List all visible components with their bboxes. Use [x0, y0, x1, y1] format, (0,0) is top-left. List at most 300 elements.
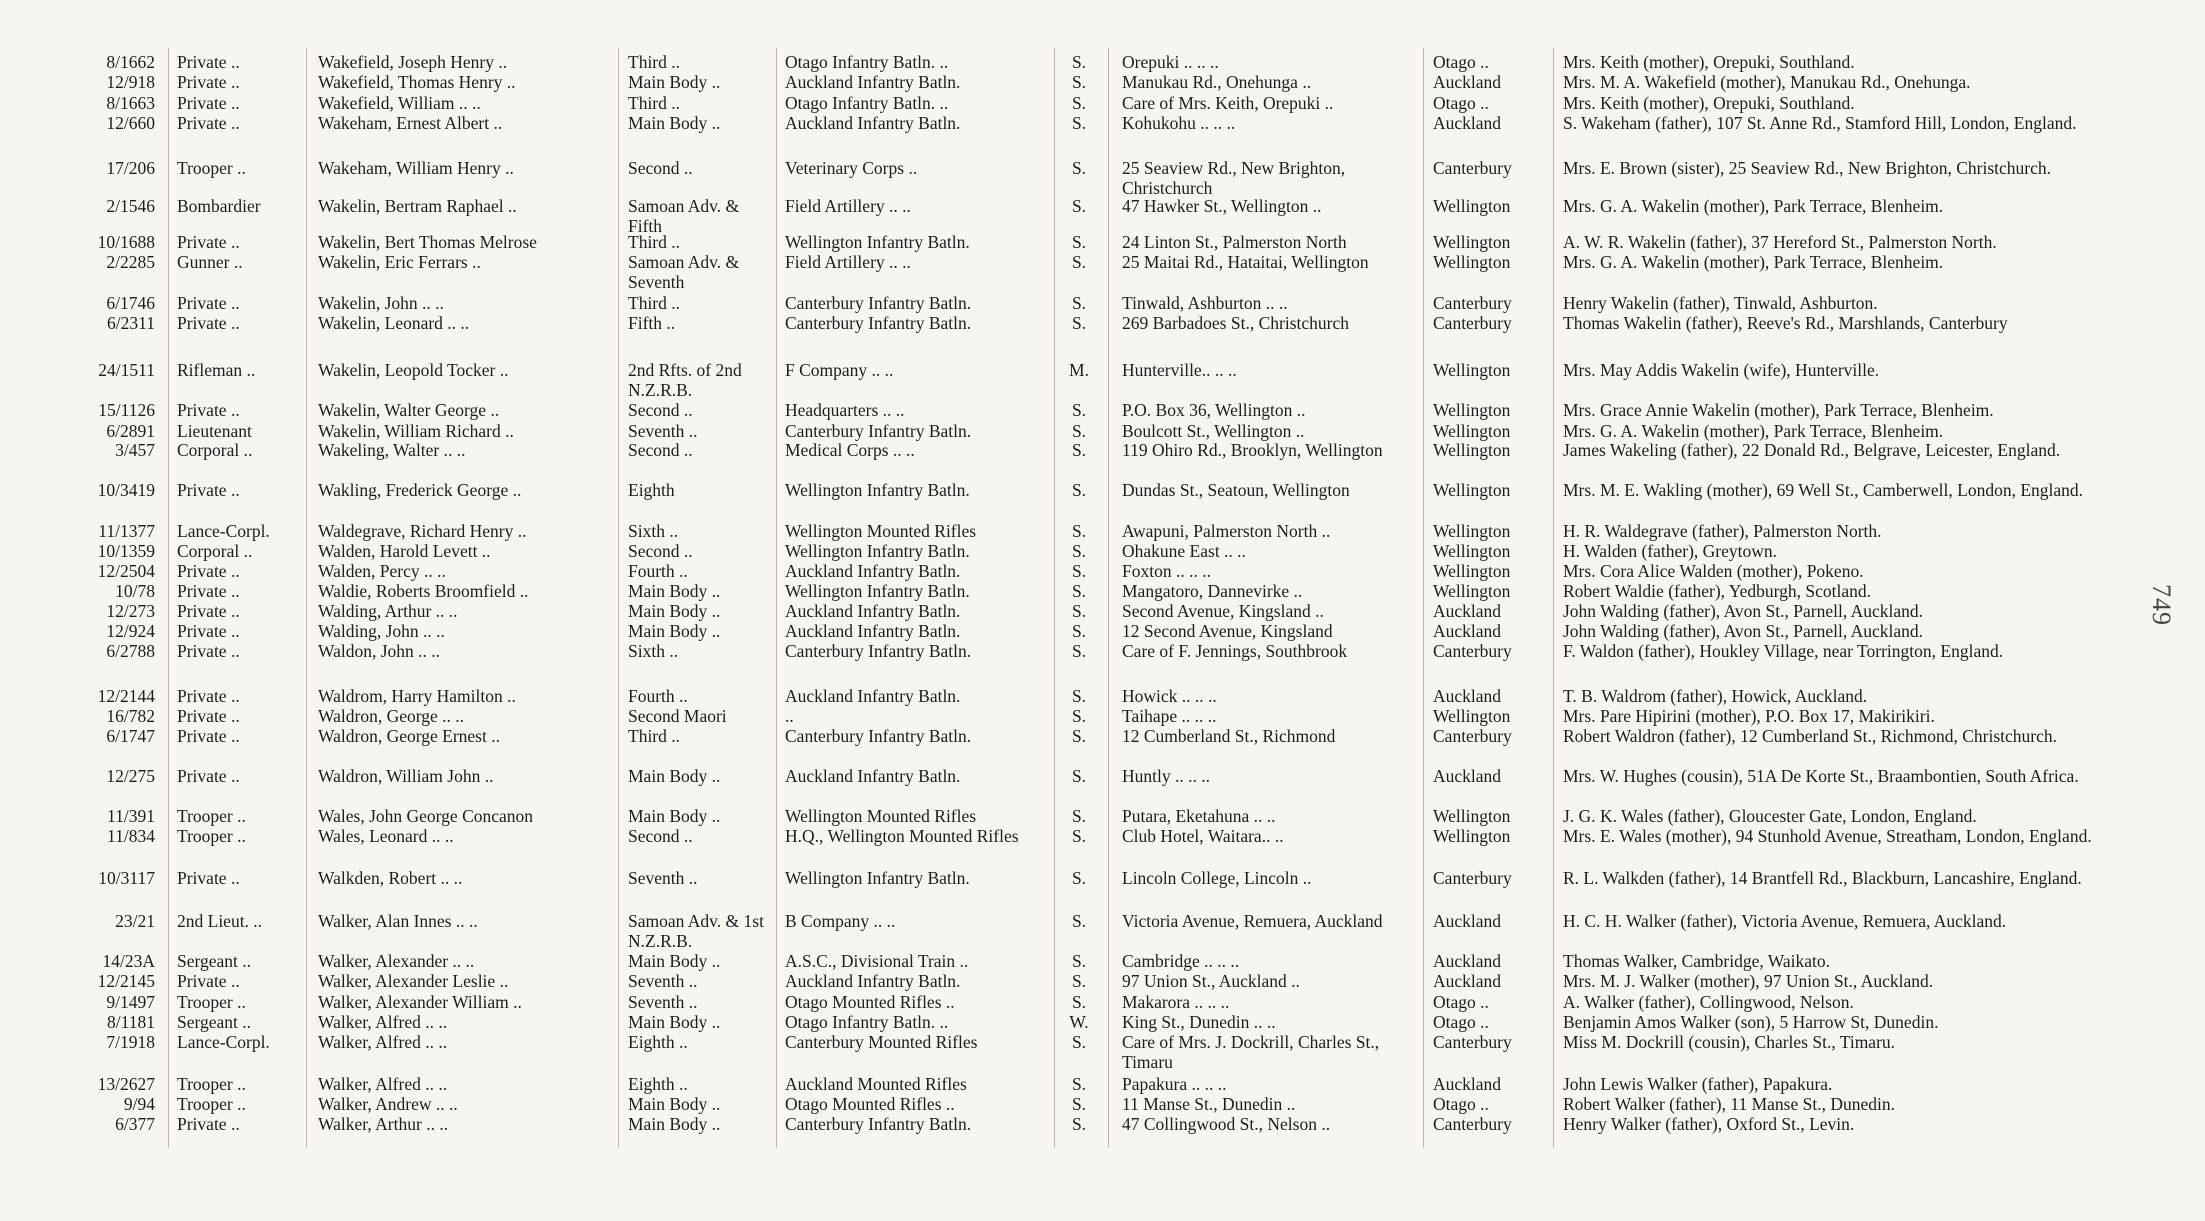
draft: Main Body ..: [628, 1012, 721, 1032]
service-number: 12/273: [106, 601, 155, 621]
marital-status: W.: [1069, 1012, 1089, 1032]
service-number: 3/457: [115, 440, 155, 460]
marital-status: S.: [1071, 313, 1087, 333]
draft: Eighth ..: [628, 1032, 688, 1052]
rank: Sergeant ..: [177, 1012, 252, 1032]
marital-status: S.: [1071, 601, 1087, 621]
rank: Rifleman ..: [177, 360, 256, 380]
next-of-kin: Mrs. E. Wales (mother), 94 Stunhold Avenue, Streatham, London, England.: [1563, 826, 2092, 846]
draft: Main Body ..: [628, 581, 721, 601]
soldier-name: Walker, Alfred .. ..: [318, 1032, 448, 1052]
rank: Lance-Corpl.: [177, 521, 270, 541]
district: Auckland: [1433, 1074, 1502, 1094]
draft: Samoan Adv. & Seventh: [628, 252, 740, 292]
address: Makarora .. .. ..: [1122, 992, 1230, 1012]
draft: Sixth ..: [628, 521, 679, 541]
draft: Main Body ..: [628, 1094, 721, 1114]
service-number: 6/1746: [106, 293, 155, 313]
district: Wellington: [1433, 706, 1511, 726]
address: Lincoln College, Lincoln ..: [1122, 868, 1312, 888]
draft: Main Body ..: [628, 113, 721, 133]
address: Tinwald, Ashburton .. ..: [1122, 293, 1288, 313]
address: Ohakune East .. ..: [1122, 541, 1246, 561]
address: Care of Mrs. Keith, Orepuki ..: [1122, 93, 1334, 113]
address: Papakura .. .. ..: [1122, 1074, 1227, 1094]
unit: Otago Mounted Rifles ..: [785, 1094, 955, 1114]
marital-status: S.: [1071, 196, 1087, 216]
district: Wellington: [1433, 400, 1511, 420]
next-of-kin: Henry Wakelin (father), Tinwald, Ashburton.: [1563, 293, 1878, 313]
district: Wellington: [1433, 480, 1511, 500]
next-of-kin: Mrs. Cora Alice Walden (mother), Pokeno.: [1563, 561, 1864, 581]
service-number: 13/2627: [97, 1074, 155, 1094]
next-of-kin: S. Wakeham (father), 107 St. Anne Rd., Stamford Hill, London, England.: [1563, 113, 2077, 133]
soldier-name: Waldie, Roberts Broomfield ..: [318, 581, 529, 601]
service-number: 8/1663: [106, 93, 155, 113]
service-number: 10/3117: [98, 868, 155, 888]
service-number: 10/1688: [97, 232, 155, 252]
soldier-name: Wakefield, William .. ..: [318, 93, 481, 113]
district: Otago ..: [1433, 1012, 1489, 1032]
draft: Main Body ..: [628, 951, 721, 971]
district: Auckland: [1433, 686, 1502, 706]
next-of-kin: T. B. Waldrom (father), Howick, Auckland.: [1563, 686, 1868, 706]
unit: Auckland Infantry Batln.: [785, 621, 961, 641]
next-of-kin: Thomas Wakelin (father), Reeve's Rd., Marshlands, Canterbury: [1563, 313, 2008, 333]
unit: ..: [785, 706, 794, 726]
district: Auckland: [1433, 72, 1502, 92]
next-of-kin: F. Waldon (father), Houkley Village, near Torrington, England.: [1563, 641, 2004, 661]
address: P.O. Box 36, Wellington ..: [1122, 400, 1306, 420]
rank: Private ..: [177, 293, 240, 313]
district: Wellington: [1433, 252, 1511, 272]
marital-status: S.: [1071, 868, 1087, 888]
service-number: 12/924: [106, 621, 155, 641]
district: Canterbury: [1433, 641, 1512, 661]
address: King St., Dunedin .. ..: [1122, 1012, 1276, 1032]
marital-status: S.: [1071, 521, 1087, 541]
unit: Canterbury Infantry Batln.: [785, 313, 972, 333]
next-of-kin: Mrs. G. A. Wakelin (mother), Park Terrace, Blenheim.: [1563, 421, 1944, 441]
rank: Trooper ..: [177, 158, 246, 178]
draft: Main Body ..: [628, 766, 721, 786]
service-number: 15/1126: [98, 400, 155, 420]
service-number: 6/2891: [106, 421, 155, 441]
next-of-kin: Mrs. M. J. Walker (mother), 97 Union St., Auckland.: [1563, 971, 1934, 991]
rank: Private ..: [177, 621, 240, 641]
next-of-kin: Mrs. M. E. Wakling (mother), 69 Well St., Camberwell, London, England.: [1563, 480, 2084, 500]
soldier-name: Walker, Alexander Leslie ..: [318, 971, 509, 991]
draft: 2nd Rfts. of 2nd N.Z.R.B.: [628, 360, 742, 400]
marital-status: S.: [1071, 293, 1087, 313]
soldier-name: Walden, Harold Levett ..: [318, 541, 491, 561]
address: Victoria Avenue, Remuera, Auckland: [1122, 911, 1383, 931]
marital-status: S.: [1071, 1094, 1087, 1114]
unit: Wellington Mounted Rifles: [785, 806, 977, 826]
soldier-name: Walker, Alexander William ..: [318, 992, 522, 1012]
district: Wellington: [1433, 440, 1511, 460]
soldier-name: Wales, John George Concanon: [318, 806, 534, 826]
draft: Second ..: [628, 541, 693, 561]
address: Cambridge .. .. ..: [1122, 951, 1240, 971]
address: Taihape .. .. ..: [1122, 706, 1217, 726]
marital-status: S.: [1071, 113, 1087, 133]
draft: Samoan Adv. & Fifth: [628, 196, 740, 236]
address: Mangatoro, Dannevirke ..: [1122, 581, 1303, 601]
marital-status: S.: [1071, 400, 1087, 420]
marital-status: S.: [1071, 706, 1087, 726]
district: Wellington: [1433, 421, 1511, 441]
soldier-name: Wakelin, Bert Thomas Melrose: [318, 232, 537, 252]
district: Wellington: [1433, 196, 1511, 216]
draft: Second ..: [628, 400, 693, 420]
next-of-kin: J. G. K. Wales (father), Gloucester Gate, London, England.: [1563, 806, 1977, 826]
column-rule: [618, 48, 619, 1148]
address: Huntly .. .. ..: [1122, 766, 1210, 786]
unit: Auckland Infantry Batln.: [785, 561, 961, 581]
unit: Wellington Infantry Batln.: [785, 581, 970, 601]
soldier-name: Wakelin, Leonard .. ..: [318, 313, 470, 333]
marital-status: S.: [1071, 93, 1087, 113]
rank: Private ..: [177, 52, 240, 72]
marital-status: S.: [1071, 561, 1087, 581]
draft: Eighth ..: [628, 1074, 688, 1094]
next-of-kin: Robert Waldron (father), 12 Cumberland St., Richmond, Christchurch.: [1563, 726, 2058, 746]
next-of-kin: H. C. H. Walker (father), Victoria Avenue, Remuera, Auckland.: [1563, 911, 2007, 931]
marital-status: S.: [1071, 1032, 1087, 1052]
district: Wellington: [1433, 521, 1511, 541]
marital-status: S.: [1071, 686, 1087, 706]
address: 12 Second Avenue, Kingsland: [1122, 621, 1333, 641]
next-of-kin: John Walding (father), Avon St., Parnell, Auckland.: [1563, 601, 1924, 621]
draft: Fifth ..: [628, 313, 676, 333]
address: 11 Manse St., Dunedin ..: [1122, 1094, 1296, 1114]
marital-status: S.: [1071, 951, 1087, 971]
unit: Otago Infantry Batln. ..: [785, 1012, 949, 1032]
address: Awapuni, Palmerston North ..: [1122, 521, 1331, 541]
soldier-name: Waldron, George Ernest ..: [318, 726, 500, 746]
draft: Main Body ..: [628, 621, 721, 641]
rank: Gunner ..: [177, 252, 243, 272]
district: Canterbury: [1433, 293, 1512, 313]
rank: Private ..: [177, 726, 240, 746]
next-of-kin: Mrs. Keith (mother), Orepuki, Southland.: [1563, 93, 1855, 113]
rank: Private ..: [177, 113, 240, 133]
column-rule: [1054, 48, 1055, 1148]
next-of-kin: Mrs. M. A. Wakefield (mother), Manukau Rd., Onehunga.: [1563, 72, 1971, 92]
next-of-kin: H. R. Waldegrave (father), Palmerston North.: [1563, 521, 1882, 541]
unit: Canterbury Infantry Batln.: [785, 1114, 972, 1134]
unit: B Company .. ..: [785, 911, 896, 931]
district: Wellington: [1433, 806, 1511, 826]
unit: Auckland Infantry Batln.: [785, 601, 961, 621]
next-of-kin: Mrs. Pare Hipirini (mother), P.O. Box 17, Makirikiri.: [1563, 706, 1935, 726]
service-number: 23/21: [115, 911, 155, 931]
rank: Private ..: [177, 561, 240, 581]
unit: Medical Corps .. ..: [785, 440, 915, 460]
rank: Private ..: [177, 72, 240, 92]
address: Kohukohu .. .. ..: [1122, 113, 1236, 133]
draft: Seventh ..: [628, 992, 698, 1012]
rank: Trooper ..: [177, 806, 246, 826]
draft: Seventh ..: [628, 868, 698, 888]
rank: Private ..: [177, 313, 240, 333]
soldier-name: Walding, John .. ..: [318, 621, 445, 641]
soldier-name: Walker, Arthur .. ..: [318, 1114, 449, 1134]
next-of-kin: James Wakeling (father), 22 Donald Rd., Belgrave, Leicester, England.: [1563, 440, 2061, 460]
draft: Second ..: [628, 826, 693, 846]
marital-status: S.: [1071, 971, 1087, 991]
address: 12 Cumberland St., Richmond: [1122, 726, 1336, 746]
service-number: 12/2145: [97, 971, 155, 991]
district: Wellington: [1433, 541, 1511, 561]
next-of-kin: Robert Waldie (father), Yedburgh, Scotland.: [1563, 581, 1872, 601]
draft: Fourth ..: [628, 686, 688, 706]
district: Wellington: [1433, 826, 1511, 846]
unit: Canterbury Infantry Batln.: [785, 293, 972, 313]
address: 47 Collingwood St., Nelson ..: [1122, 1114, 1331, 1134]
unit: Field Artillery .. ..: [785, 196, 911, 216]
soldier-name: Walker, Alfred .. ..: [318, 1012, 448, 1032]
district: Auckland: [1433, 911, 1502, 931]
unit: H.Q., Wellington Mounted Rifles: [785, 826, 1019, 846]
address: Putara, Eketahuna .. ..: [1122, 806, 1276, 826]
column-rule: [1423, 48, 1424, 1148]
unit: Auckland Infantry Batln.: [785, 113, 961, 133]
soldier-name: Waldon, John .. ..: [318, 641, 441, 661]
service-number: 6/1747: [106, 726, 155, 746]
rank: Trooper ..: [177, 992, 246, 1012]
soldier-name: Wakeling, Walter .. ..: [318, 440, 466, 460]
service-number: 14/23A: [102, 951, 155, 971]
rank: 2nd Lieut. ..: [177, 911, 263, 931]
service-number: 6/2788: [106, 641, 155, 661]
next-of-kin: R. L. Walkden (father), 14 Brantfell Rd., Blackburn, Lancashire, England.: [1563, 868, 2082, 888]
address: Orepuki .. .. ..: [1122, 52, 1219, 72]
draft: Third ..: [628, 232, 681, 252]
address: 97 Union St., Auckland ..: [1122, 971, 1300, 991]
district: Wellington: [1433, 360, 1511, 380]
rank: Private ..: [177, 686, 240, 706]
draft: Second Maori: [628, 706, 727, 726]
rank: Private ..: [177, 641, 240, 661]
marital-status: S.: [1071, 826, 1087, 846]
district: Auckland: [1433, 113, 1502, 133]
rank: Private ..: [177, 868, 240, 888]
district: Otago ..: [1433, 52, 1489, 72]
district: Canterbury: [1433, 313, 1512, 333]
soldier-name: Wakelin, Bertram Raphael ..: [318, 196, 517, 216]
soldier-name: Waldrom, Harry Hamilton ..: [318, 686, 516, 706]
service-number: 9/1497: [106, 992, 155, 1012]
unit: Otago Infantry Batln. ..: [785, 93, 949, 113]
address: 24 Linton St., Palmerston North: [1122, 232, 1347, 252]
next-of-kin: A. Walker (father), Collingwood, Nelson.: [1563, 992, 1854, 1012]
soldier-name: Wakelin, William Richard ..: [318, 421, 514, 441]
address: Manukau Rd., Onehunga ..: [1122, 72, 1312, 92]
draft: Second ..: [628, 158, 693, 178]
district: Otago ..: [1433, 1094, 1489, 1114]
rank: Lieutenant: [177, 421, 252, 441]
unit: Canterbury Mounted Rifles: [785, 1032, 978, 1052]
district: Wellington: [1433, 561, 1511, 581]
soldier-name: Walker, Alan Innes .. ..: [318, 911, 478, 931]
marital-status: S.: [1071, 158, 1087, 178]
unit: Otago Infantry Batln. ..: [785, 52, 949, 72]
soldier-name: Wales, Leonard .. ..: [318, 826, 454, 846]
rank: Private ..: [177, 480, 240, 500]
service-number: 2/1546: [106, 196, 155, 216]
district: Canterbury: [1433, 868, 1512, 888]
unit: F Company .. ..: [785, 360, 894, 380]
soldier-name: Waldegrave, Richard Henry ..: [318, 521, 527, 541]
rank: Bombardier: [177, 196, 261, 216]
address: Hunterville.. .. ..: [1122, 360, 1237, 380]
unit: Canterbury Infantry Batln.: [785, 726, 972, 746]
marital-status: S.: [1071, 1114, 1087, 1134]
district: Auckland: [1433, 971, 1502, 991]
next-of-kin: Mrs. May Addis Wakelin (wife), Hunterville.: [1563, 360, 1880, 380]
service-number: 9/94: [123, 1094, 155, 1114]
rank: Trooper ..: [177, 1074, 246, 1094]
unit: Auckland Infantry Batln.: [785, 766, 961, 786]
marital-status: S.: [1071, 421, 1087, 441]
district: Canterbury: [1433, 1114, 1512, 1134]
address: Dundas St., Seatoun, Wellington: [1122, 480, 1350, 500]
draft: Main Body ..: [628, 72, 721, 92]
address: Foxton .. .. ..: [1122, 561, 1211, 581]
draft: Samoan Adv. & 1st N.Z.R.B.: [628, 911, 764, 951]
soldier-name: Waldron, William John ..: [318, 766, 494, 786]
service-number: 12/918: [106, 72, 155, 92]
soldier-name: Wakelin, John .. ..: [318, 293, 444, 313]
marital-status: S.: [1071, 581, 1087, 601]
soldier-name: Wakeham, Ernest Albert ..: [318, 113, 503, 133]
service-number: 11/1377: [98, 521, 155, 541]
service-number: 10/78: [115, 581, 155, 601]
column-rule: [1108, 48, 1109, 1148]
soldier-name: Waldron, George .. ..: [318, 706, 465, 726]
column-rule: [168, 48, 169, 1148]
address: 25 Seaview Rd., New Brighton, Christchurch: [1122, 158, 1346, 198]
column-rule: [776, 48, 777, 1148]
rank: Corporal ..: [177, 541, 253, 561]
unit: Wellington Mounted Rifles: [785, 521, 977, 541]
draft: Third ..: [628, 726, 681, 746]
service-number: 11/834: [107, 826, 155, 846]
unit: Canterbury Infantry Batln.: [785, 421, 972, 441]
next-of-kin: Benjamin Amos Walker (son), 5 Harrow St, Dunedin.: [1563, 1012, 1939, 1032]
service-number: 16/782: [106, 706, 155, 726]
rank: Private ..: [177, 601, 240, 621]
address: Boulcott St., Wellington ..: [1122, 421, 1305, 441]
unit: Otago Mounted Rifles ..: [785, 992, 955, 1012]
rank: Private ..: [177, 706, 240, 726]
next-of-kin: Mrs. Grace Annie Wakelin (mother), Park Terrace, Blenheim.: [1563, 400, 1994, 420]
soldier-name: Walker, Alexander .. ..: [318, 951, 475, 971]
soldier-name: Wakelin, Leopold Tocker ..: [318, 360, 509, 380]
draft: Main Body ..: [628, 601, 721, 621]
address: 47 Hawker St., Wellington ..: [1122, 196, 1322, 216]
address: 25 Maitai Rd., Hataitai, Wellington: [1122, 252, 1369, 272]
service-number: 11/391: [107, 806, 155, 826]
address: 119 Ohiro Rd., Brooklyn, Wellington: [1122, 440, 1383, 460]
draft: Fourth ..: [628, 561, 688, 581]
soldier-name: Wakelin, Eric Ferrars ..: [318, 252, 481, 272]
next-of-kin: H. Walden (father), Greytown.: [1563, 541, 1778, 561]
service-number: 8/1181: [107, 1012, 155, 1032]
next-of-kin: Henry Walker (father), Oxford St., Levin.: [1563, 1114, 1855, 1134]
district: Auckland: [1433, 601, 1502, 621]
address: Second Avenue, Kingsland ..: [1122, 601, 1324, 621]
rank: Trooper ..: [177, 826, 246, 846]
soldier-name: Walding, Arthur .. ..: [318, 601, 458, 621]
unit: Wellington Infantry Batln.: [785, 541, 970, 561]
service-number: 7/1918: [106, 1032, 155, 1052]
draft: Third ..: [628, 293, 681, 313]
rank: Sergeant ..: [177, 951, 252, 971]
unit: Wellington Infantry Batln.: [785, 868, 970, 888]
soldier-name: Walkden, Robert .. ..: [318, 868, 463, 888]
draft: Main Body ..: [628, 806, 721, 826]
marital-status: S.: [1071, 621, 1087, 641]
next-of-kin: Mrs. G. A. Wakelin (mother), Park Terrace, Blenheim.: [1563, 252, 1944, 272]
district: Canterbury: [1433, 726, 1512, 746]
rank: Trooper ..: [177, 1094, 246, 1114]
rank: Private ..: [177, 1114, 240, 1134]
next-of-kin: Miss M. Dockrill (cousin), Charles St., Timaru.: [1563, 1032, 1896, 1052]
marital-status: S.: [1071, 1074, 1087, 1094]
service-number: 8/1662: [106, 52, 155, 72]
next-of-kin: Mrs. Keith (mother), Orepuki, Southland.: [1563, 52, 1855, 72]
unit: Auckland Infantry Batln.: [785, 686, 961, 706]
address: Care of Mrs. J. Dockrill, Charles St., Timaru: [1122, 1032, 1380, 1072]
draft: Third ..: [628, 52, 681, 72]
unit: Veterinary Corps ..: [785, 158, 918, 178]
column-rule: [306, 48, 307, 1148]
service-number: 10/1359: [97, 541, 155, 561]
district: Wellington: [1433, 232, 1511, 252]
address: Club Hotel, Waitara.. ..: [1122, 826, 1284, 846]
unit: Headquarters .. ..: [785, 400, 905, 420]
soldier-name: Walker, Andrew .. ..: [318, 1094, 458, 1114]
page-number: 749: [2147, 584, 2176, 626]
marital-status: S.: [1071, 766, 1087, 786]
unit: Wellington Infantry Batln.: [785, 232, 970, 252]
marital-status: S.: [1071, 992, 1087, 1012]
rank: Private ..: [177, 93, 240, 113]
unit: Field Artillery .. ..: [785, 252, 911, 272]
next-of-kin: John Lewis Walker (father), Papakura.: [1563, 1074, 1833, 1094]
service-number: 6/377: [115, 1114, 155, 1134]
next-of-kin: John Walding (father), Avon St., Parnell, Auckland.: [1563, 621, 1924, 641]
service-number: 6/2311: [107, 313, 155, 333]
soldier-name: Walden, Percy .. ..: [318, 561, 446, 581]
district: Canterbury: [1433, 158, 1512, 178]
address: Care of F. Jennings, Southbrook: [1122, 641, 1348, 661]
marital-status: S.: [1071, 541, 1087, 561]
district: Auckland: [1433, 766, 1502, 786]
draft: Second ..: [628, 440, 693, 460]
soldier-name: Wakefield, Joseph Henry ..: [318, 52, 508, 72]
service-number: 2/2285: [106, 252, 155, 272]
draft: Main Body ..: [628, 1114, 721, 1134]
unit: Auckland Infantry Batln.: [785, 971, 961, 991]
soldier-name: Walker, Alfred .. ..: [318, 1074, 448, 1094]
district: Otago ..: [1433, 992, 1489, 1012]
unit: Canterbury Infantry Batln.: [785, 641, 972, 661]
draft: Seventh ..: [628, 971, 698, 991]
